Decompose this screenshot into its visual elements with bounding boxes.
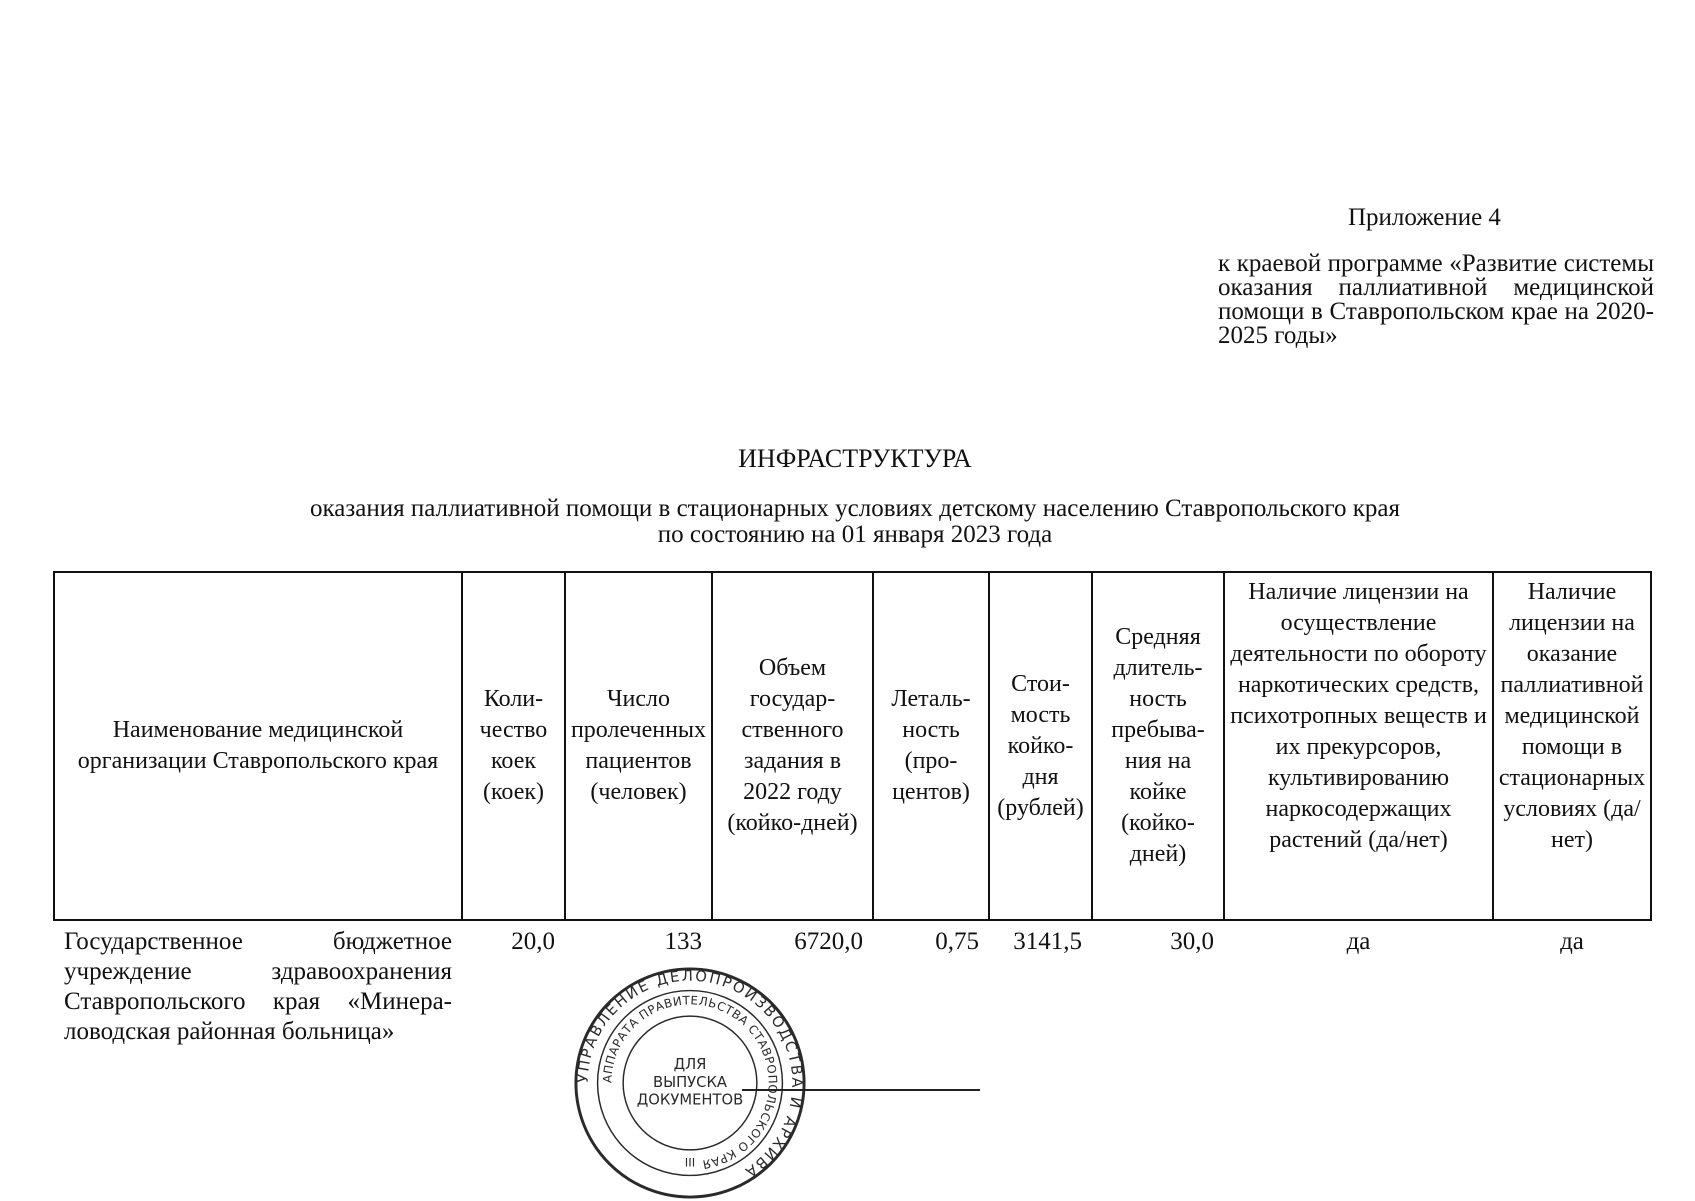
stamp-center-line-2: ВЫПУСКА: [652, 1073, 728, 1091]
header-state-assignment-volume: Объем государственного задания в 2022 году (койко-дней): [712, 572, 873, 920]
stamp-inner-text-path: АППАРАТА ПРАВИТЕЛЬСТВА СТАВРОПОЛЬСКОГО КРАЯ: [600, 993, 780, 1172]
header-bed-count: Количество коек (коек): [462, 572, 565, 920]
table-header-row: [54, 572, 1651, 920]
document-subtitle-line-2: по состоянию на 01 января 2023 года: [657, 521, 1053, 548]
cell-organization-name: Государственное бюджетное учреждение здравоохранения Ставропольского края «Минераловодская районная больница»: [64, 928, 452, 1045]
cell-lethality: 0,75: [935, 928, 979, 955]
cell-bed-count: 20,0: [511, 928, 555, 955]
signature-line: [742, 1089, 980, 1091]
header-organization-name: Наименование медицинской организации Ставропольского края: [54, 572, 462, 920]
stamp-center-line-1: ДЛЯ: [673, 1056, 707, 1074]
cell-drug-license: да: [1346, 928, 1371, 955]
infrastructure-table: [53, 571, 1652, 1047]
table-body: [54, 920, 1651, 1047]
table-row: [54, 920, 1651, 1047]
document-title: ИНФРАСТРУКТУРА: [738, 444, 972, 473]
cell-bed-day-cost: 3141,5: [1013, 928, 1082, 955]
header-treated-patients: Число пролеченных пациентов (человек): [565, 572, 712, 920]
appendix-reference: к краевой программе «Развитие системы оказания паллиативной медицинской помощи в Ставропольском крае на 2020-2025 годы»: [1218, 250, 1654, 349]
official-stamp: [572, 965, 808, 1201]
header-palliative-license: Наличие лицензии на оказание паллиативной медицинской помощи в стационарных условиях (да/нет): [1493, 572, 1651, 920]
header-drug-license: Наличие лицензии на осуществление деятельности по обороту наркотических средств, психотропных веществ и их прекурсоров, культивированию наркосодержащих растений (да/нет): [1224, 572, 1493, 920]
document-subtitle: [0, 496, 1695, 548]
stamp-number: III: [684, 1155, 696, 1170]
header-average-stay-duration: Средняя длительность пребывания на койке (койко-дней): [1092, 572, 1224, 920]
stamp-center-line-3: ДОКУМЕНТОВ: [636, 1091, 744, 1109]
stamp-outer-text-path: УПРАВЛЕНИЕ ДЕЛОПРОИЗВОДСТВА И АРХИВА: [574, 967, 806, 1182]
table-header: [54, 572, 1651, 920]
header-bed-day-cost: Стоимость койко-дня (рублей): [989, 572, 1092, 920]
cell-state-assignment-volume: 6720,0: [794, 928, 863, 955]
appendix-title: Приложение 4: [1348, 204, 1501, 231]
cell-palliative-license: да: [1560, 928, 1584, 955]
document-subtitle-line-1: оказания паллиативной помощи в стационарных условиях детскому населению Ставропольского края: [309, 495, 1400, 522]
cell-treated-patients: 133: [664, 928, 702, 955]
header-lethality: Летальность (процентов): [873, 572, 989, 920]
cell-average-stay-duration: 30,0: [1170, 928, 1214, 955]
